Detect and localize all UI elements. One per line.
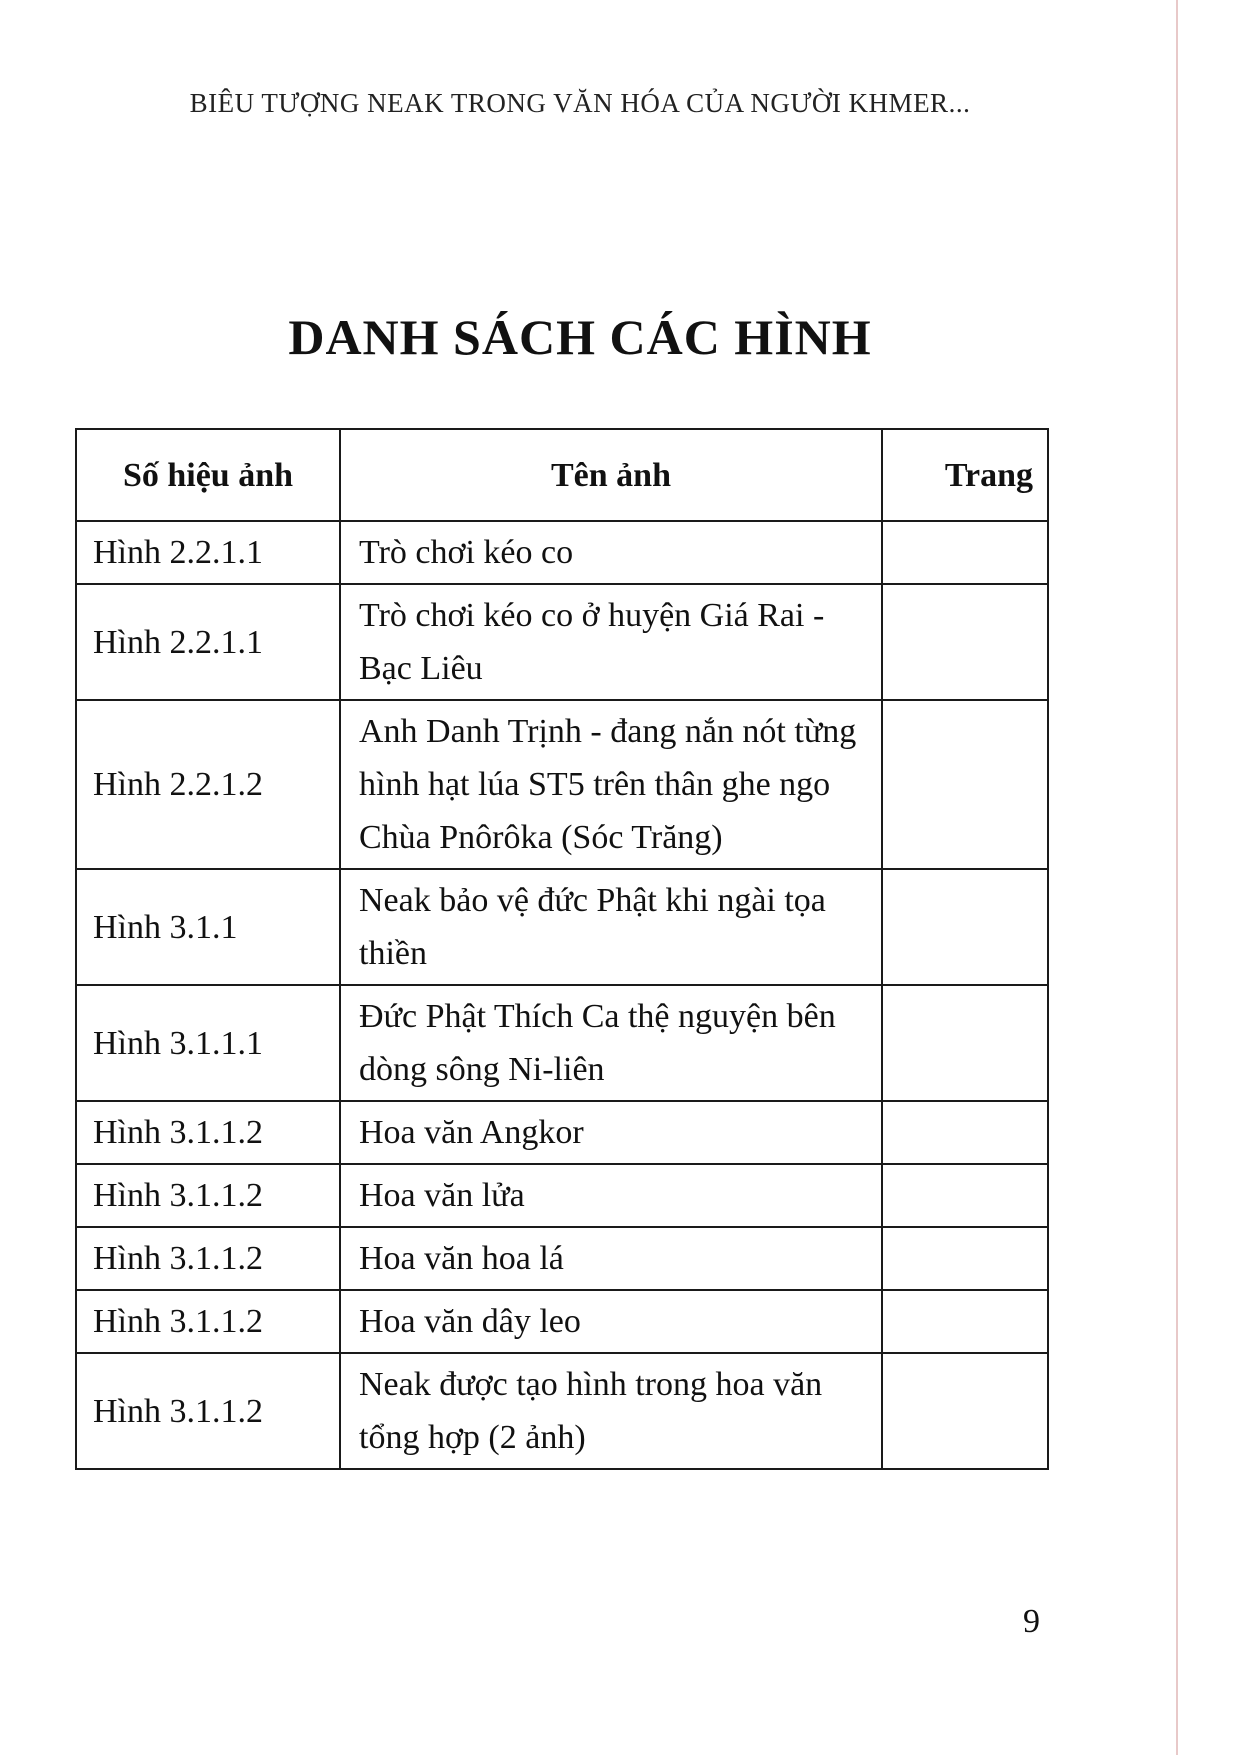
figure-page [882, 1164, 1048, 1227]
table-row [76, 584, 1048, 700]
figure-page [882, 985, 1048, 1101]
running-header: BIÊU TƯỢNG NEAK TRONG VĂN HÓA CỦA NGƯỜI KHMER... [189, 88, 971, 118]
figure-id: Hình 3.1.1.1 [76, 985, 340, 1101]
table-row [76, 700, 1048, 869]
table-row [76, 1290, 1048, 1353]
figure-id: Hình 3.1.1.2 [76, 1353, 340, 1469]
table-row [76, 1164, 1048, 1227]
table-row [76, 985, 1048, 1101]
figure-name: Neak được tạo hình trong hoa văn tổng hợp (2 ảnh) [340, 1353, 882, 1469]
figure-name: Hoa văn hoa lá [340, 1227, 882, 1290]
figure-name: Neak bảo vệ đức Phật khi ngài tọa thiền [340, 869, 882, 985]
figure-name: Hoa văn Angkor [340, 1101, 882, 1164]
figure-id: Hình 2.2.1.1 [76, 521, 340, 584]
figure-id: Hình 2.2.1.2 [76, 700, 340, 869]
page-number: 9 [1023, 1603, 1040, 1640]
figure-page [882, 700, 1048, 869]
figure-page [882, 869, 1048, 985]
table-row [76, 869, 1048, 985]
column-header-id: Số hiệu ảnh [76, 429, 340, 521]
figure-id: Hình 2.2.1.1 [76, 584, 340, 700]
figure-page [882, 1227, 1048, 1290]
figure-id: Hình 3.1.1.2 [76, 1290, 340, 1353]
figure-page [882, 521, 1048, 584]
column-header-name: Tên ảnh [340, 429, 882, 521]
table-row [76, 521, 1048, 584]
figure-name: Hoa văn dây leo [340, 1290, 882, 1353]
figure-page [882, 1290, 1048, 1353]
figure-list-table [75, 428, 1049, 1470]
figure-id: Hình 3.1.1.2 [76, 1164, 340, 1227]
table-row [76, 1227, 1048, 1290]
figure-name: Anh Danh Trịnh - đang nắn nót từng hình hạt lúa ST5 trên thân ghe ngo Chùa Pnôrôka (Sóc Trăng) [340, 700, 882, 869]
table-row [76, 1101, 1048, 1164]
figure-page [882, 1353, 1048, 1469]
figure-id: Hình 3.1.1.2 [76, 1101, 340, 1164]
column-header-page: Trang [882, 429, 1048, 521]
table-header-row [76, 429, 1048, 521]
figure-page [882, 584, 1048, 700]
table-row [76, 1353, 1048, 1469]
figure-name: Hoa văn lửa [340, 1164, 882, 1227]
figure-id: Hình 3.1.1 [76, 869, 340, 985]
figure-name: Trò chơi kéo co [340, 521, 882, 584]
figure-name: Trò chơi kéo co ở huyện Giá Rai - Bạc Liêu [340, 584, 882, 700]
page-title: DANH SÁCH CÁC HÌNH [288, 309, 872, 365]
figure-id: Hình 3.1.1.2 [76, 1227, 340, 1290]
figure-page [882, 1101, 1048, 1164]
page-edge-line [1176, 0, 1178, 1755]
figure-name: Đức Phật Thích Ca thệ nguyện bên dòng sông Ni-liên [340, 985, 882, 1101]
